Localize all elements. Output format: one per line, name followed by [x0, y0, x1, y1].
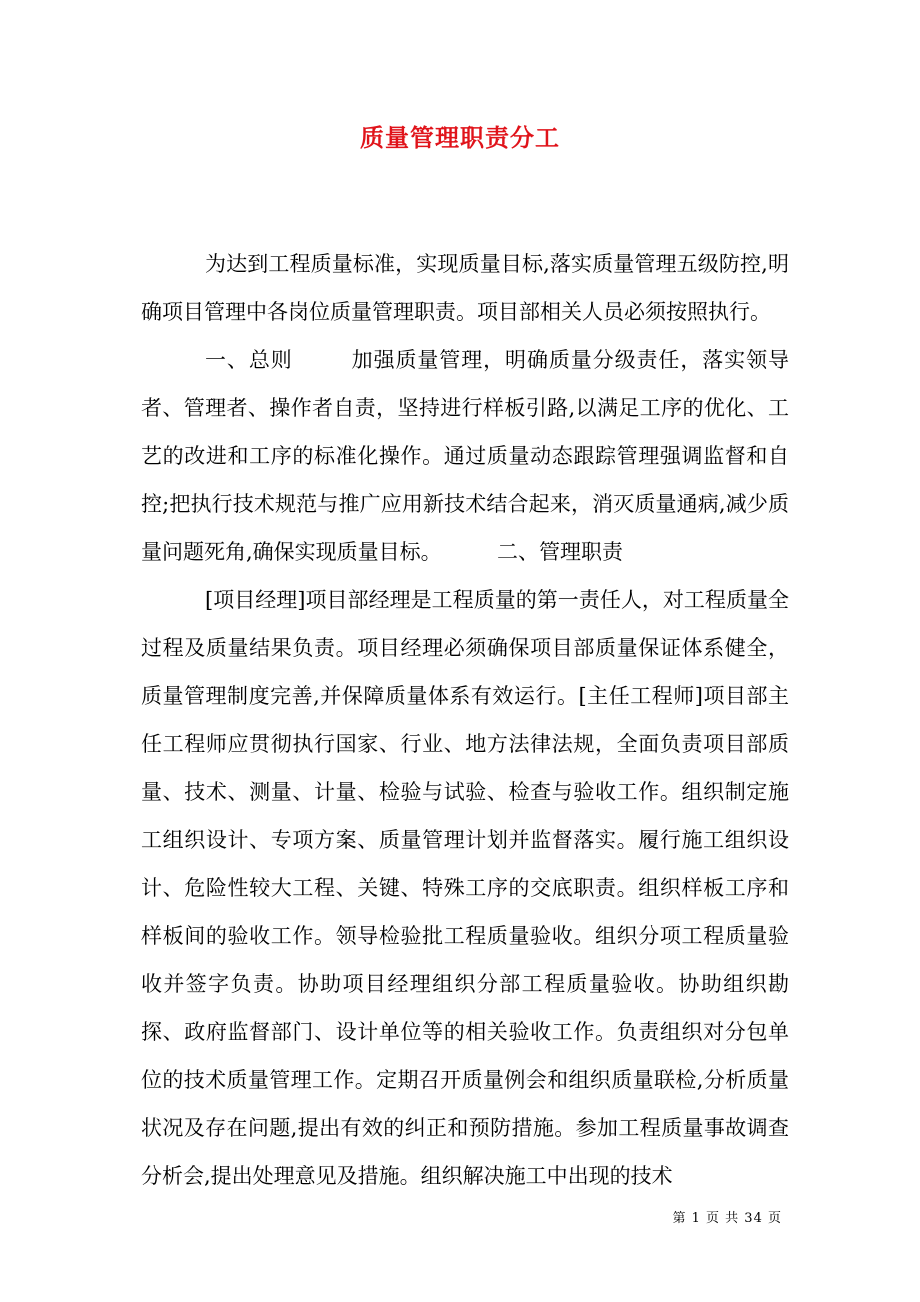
document-body — [141, 240, 789, 1200]
paragraph-general-principles: 一、总则‬ 加强质量管理，明确质量分级责任，落实领导者、管理者、操作者自责，坚持进行样板引路,以满足工序的优化、工艺的改进和工序的标准化操作。通过质量动态跟踪管理强调监督和自控;把执行技术规范与推广应用新技术结合起来，消灭质量通病,减少质量问题死角,确保实现质量目标。‬ 二、管理职责 — [141, 348, 789, 564]
paragraph-management-duties: [项目经理]项目部经理是工程质量的第一责任人，对工程质量全过程及质量结果负责。项目经理必须确保项目部质量保证体系健全，质量管理制度完善,并保障质量体系有效运行。[主任工程师]项目部主任工程师应贯彻执行国家、行业、地方法律法规，全面负责项目部质量、技术、测量、计量、检验与试验、检查与验收工作。组织制定施工组织设计、专项方案、质量管理计划并监督落实。履行施工组织设计、危险性较大工程、关键、特殊工序的交底职责。组织样板工序和样板间的验收工作。领导检验批工程质量验收。组织分项工程质量验收并签字负责。协助项目经理组织分部工程质量验收。协助组织勘探、政府监督部门、设计单位等的相关验收工作。负责组织对分包单位的技术质量管理工作。定期召开质量例会和组织质量联检,分析质量状况及存在问题,提出有效的纠正和预防措施。参加工程质量事故调查分析会,提出处理意见及措施。组织解决施工中出现的技术 — [141, 588, 789, 1188]
footer-prefix: 第 — [672, 1211, 687, 1226]
footer-total-pages: 34 — [744, 1211, 763, 1226]
footer-page-number: 1 — [691, 1211, 701, 1226]
paragraph-intro: 为达到工程质量标准，实现质量目标,落实质量管理五级防控,明确项目管理中各岗位质量管理职责。项目部相关人员必须按照执行。 — [141, 252, 789, 324]
footer-middle: 页 共 — [706, 1211, 740, 1226]
page-footer — [672, 1207, 782, 1226]
footer-suffix: 页 — [767, 1211, 782, 1226]
document-title: 质量管理职责分工 — [360, 123, 560, 152]
